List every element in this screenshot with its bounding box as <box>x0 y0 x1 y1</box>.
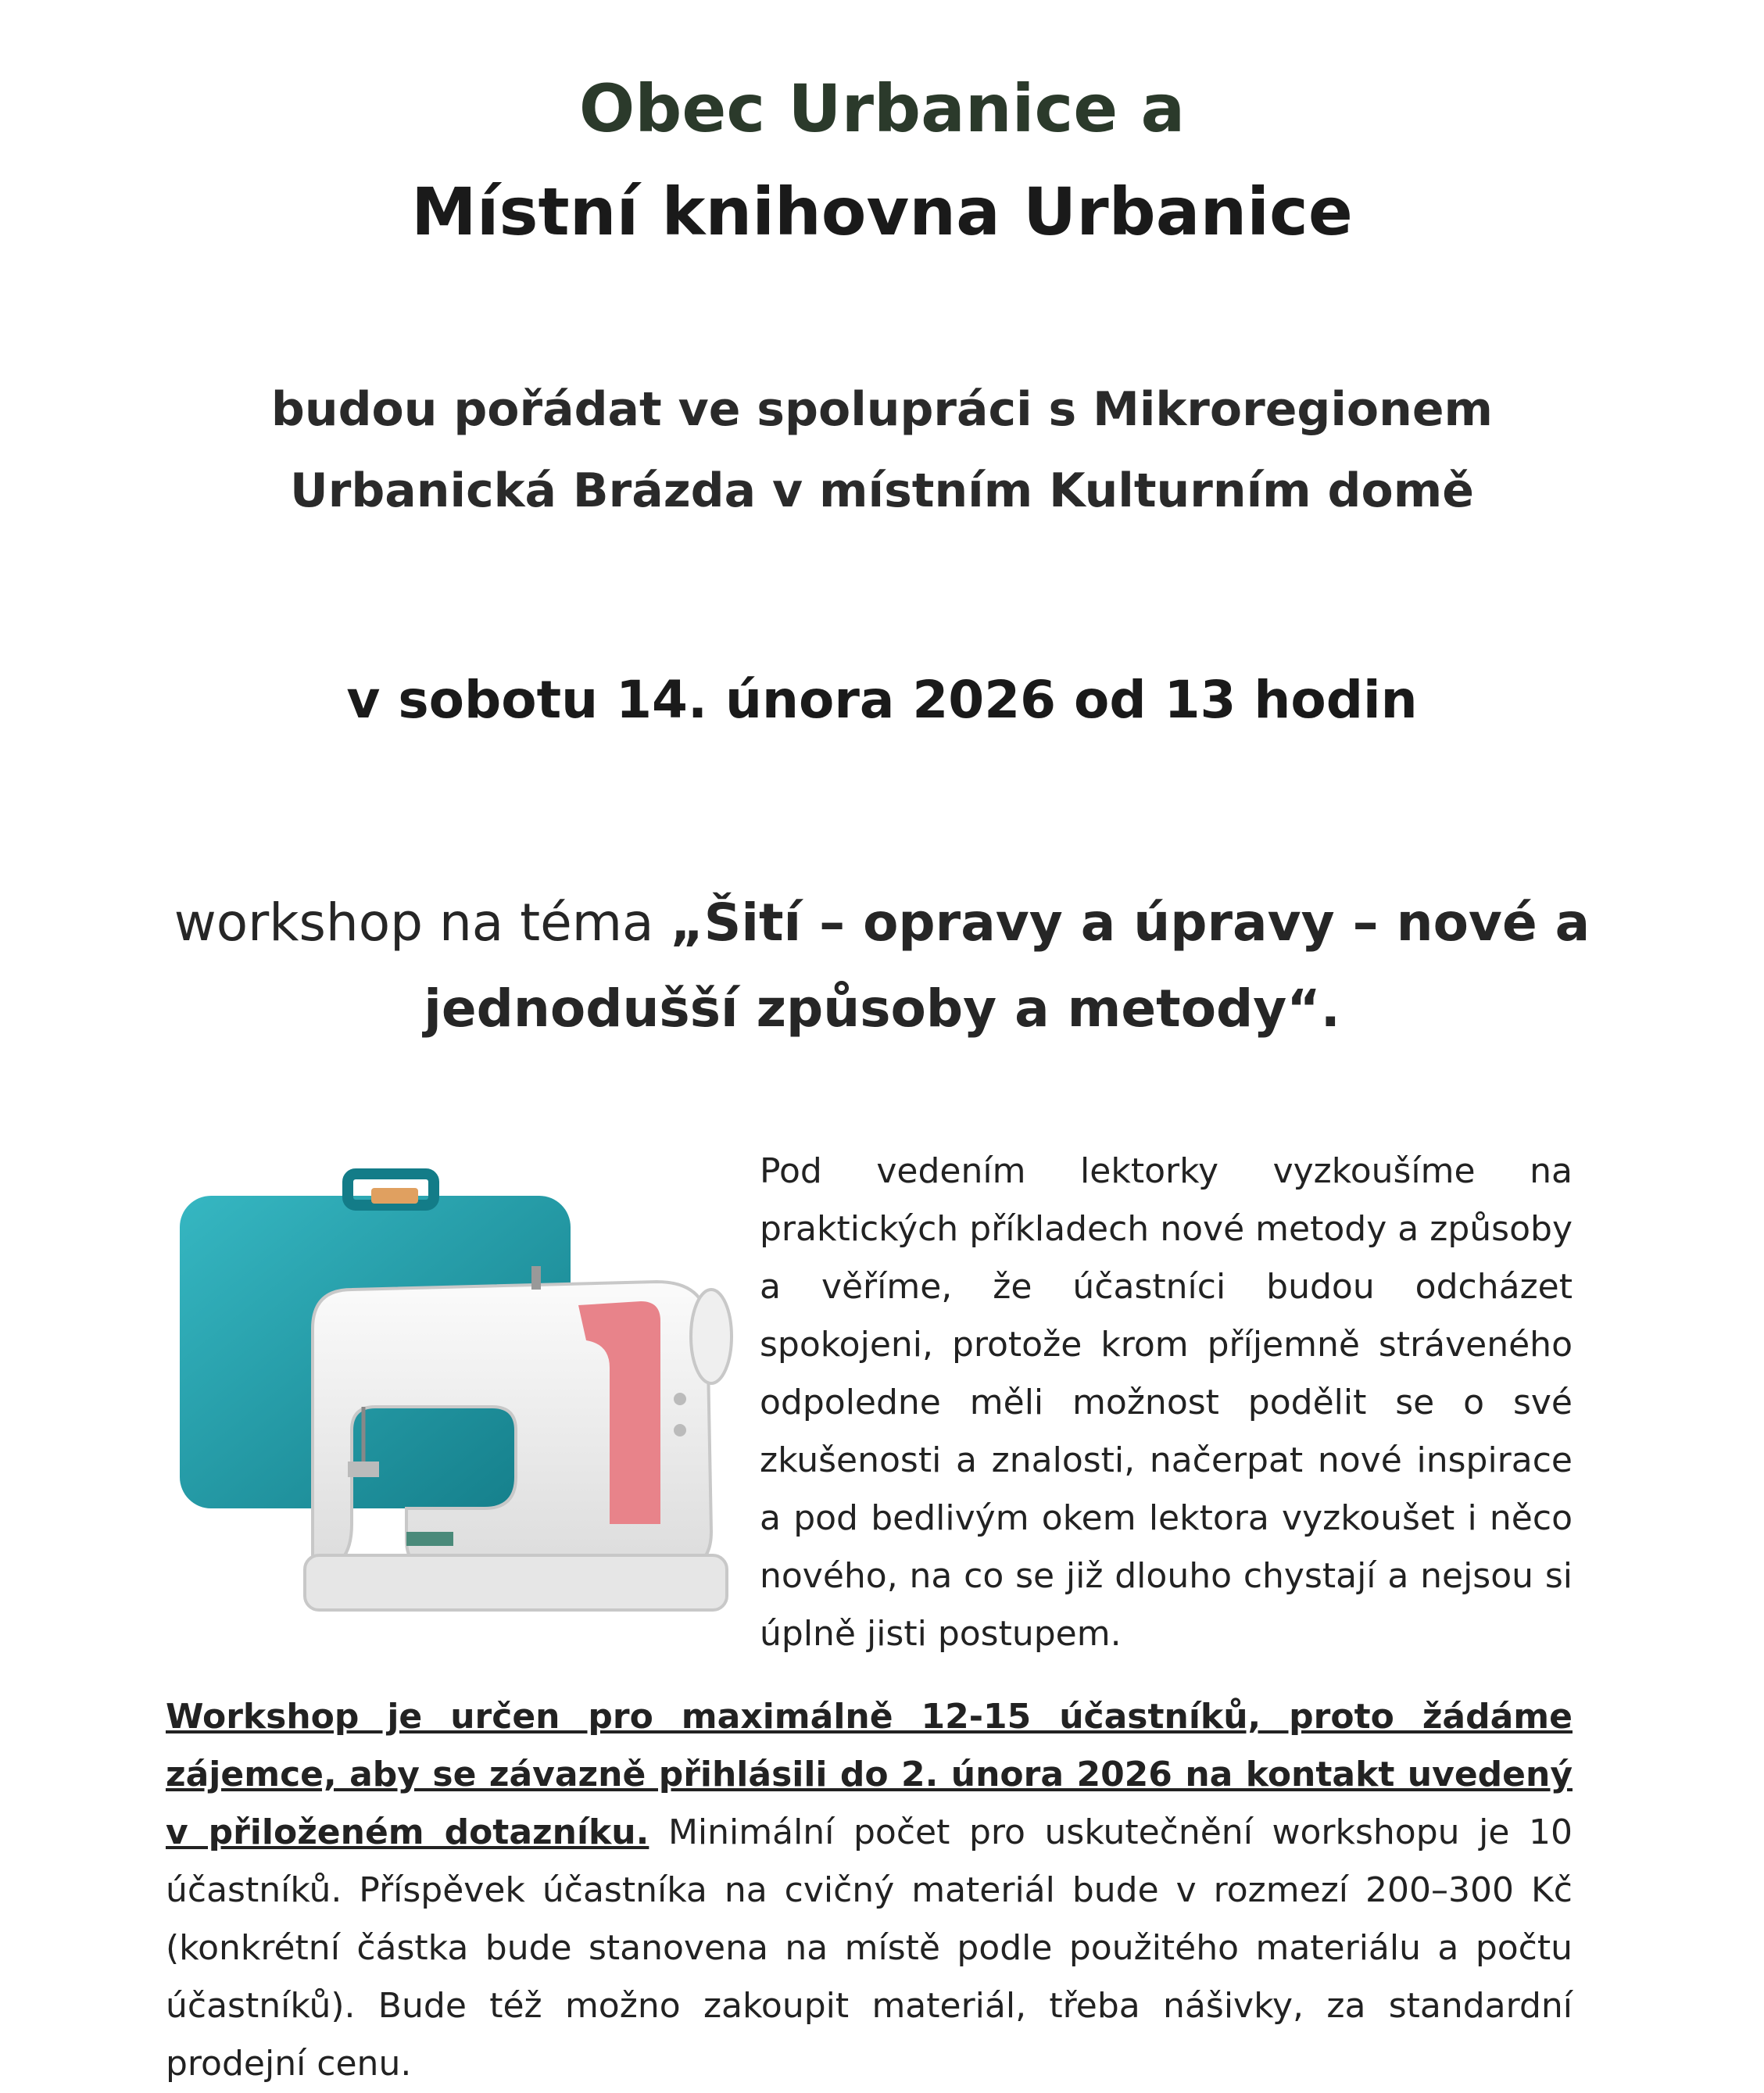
presser-foot <box>348 1462 379 1477</box>
case-handle-grip <box>371 1188 418 1204</box>
hand-wheel <box>691 1290 732 1383</box>
registration-notice <box>166 1688 1573 2093</box>
organizer-line-1: budou pořádat ve spolupráci s Mikroregionem <box>270 382 1494 437</box>
stitch-panel <box>406 1532 453 1546</box>
topic-title-line-2: jednodušší způsoby a metody“. <box>424 979 1340 1039</box>
organizer-text <box>0 369 1764 531</box>
topic-prefix: workshop na téma <box>174 893 671 953</box>
title-line-2: Místní knihovna Urbanice <box>411 174 1353 250</box>
spool-pin <box>531 1266 541 1290</box>
registration-requirement: Workshop je určen pro maximálně 12-15 účastníků, proto žádáme zájemce, aby se závazně přihlásili do 2. února 2026 na kontakt uvedený v přiloženém dotazníku. <box>166 1697 1573 1852</box>
workshop-topic <box>0 880 1764 1052</box>
registration-details: Minimální počet pro uskutečnění workshopu je 10 účastníků. Příspěvek účastníka na cvičný materiál bude v rozmezí 200–300 Kč (konkrétní částka bude stanovena na místě podle použitého materiálu a počtu účastníků). Bude též možno zakoupit materiál, třeba nášivky, za standardní prodejní cenu. <box>166 1812 1573 2084</box>
organizer-line-2: Urbanická Brázda v místním Kulturním domě <box>290 463 1474 518</box>
title-line-1: Obec Urbanice a <box>578 70 1186 147</box>
workshop-description: Pod vedením lektorky vyzkoušíme na praktických příkladech nové metody a způsoby a věříme, že účastníci budou odcházet spokojeni, protože krom příjemně stráveného odpoledne měli možnost podělit se o své zkušenosti a znalosti, načerpat nové inspirace a pod bedlivým okem lektora vyzkoušet i něco nového, na co se již dlouho chystají a nejsou si úplně jisti postupem. <box>760 1151 1573 1654</box>
dial-1 <box>674 1393 686 1405</box>
sewing-machine-icon <box>172 1165 735 1618</box>
topic-title-line-1: „Šití – opravy a úpravy – nové a <box>670 893 1590 953</box>
dial-2 <box>674 1424 686 1436</box>
event-date: v sobotu 14. února 2026 od 13 hodin <box>346 670 1418 730</box>
machine-base <box>305 1555 727 1610</box>
